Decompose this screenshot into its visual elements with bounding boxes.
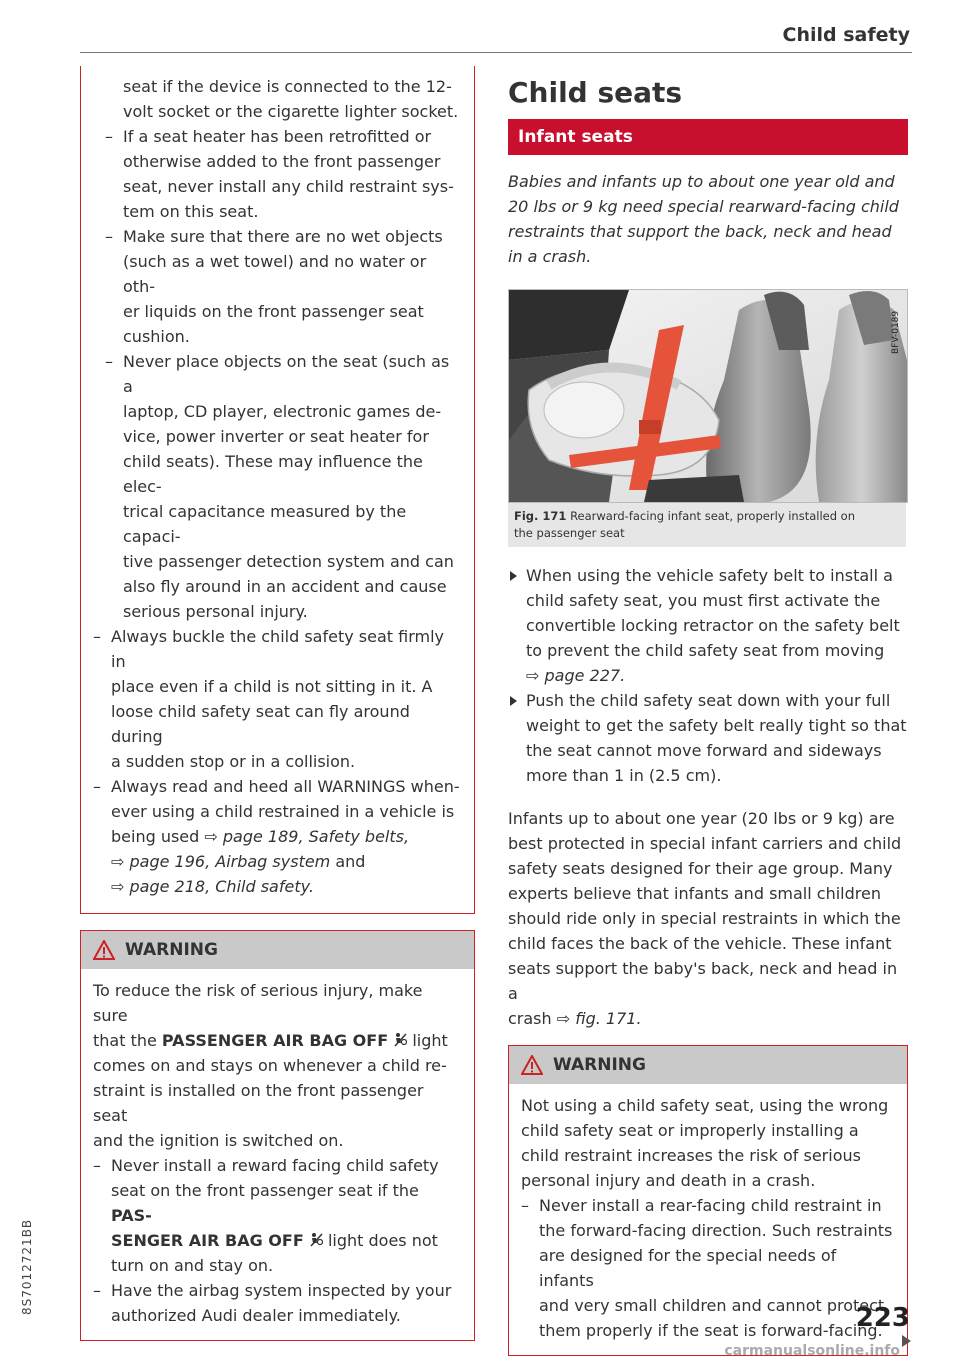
warning-header — [81, 931, 474, 969]
warning-body: Not using a child safety seat, using the wrong child safety seat or improperly installing a child restraint increases the risk of serious personal injury and death in a crash. – Never install a rear-facing child restraint in the forward-facing direction. Such restraints are designed for the special needs of infants and very small children and cannot protect them properly if the seat is forward-facing. — [509, 1084, 907, 1355]
warning-header — [509, 1046, 907, 1084]
list-item: – Never place objects on the seat (such as a laptop, CD player, electronic games de- vice, power inverter or seat heater for child seats). These may influence the elec- trical capacitance measured by the capaci- tive passenger detection system and can also fly around in an accident and cause serious personal injury. — [105, 352, 454, 621]
warning-bullet: – Have the airbag system inspected by your authorized Audi dealer immediately. — [93, 1281, 452, 1325]
warning-triangle-icon — [93, 940, 115, 960]
continued-notice-box — [80, 66, 475, 914]
cont-line: volt socket or the cigarette lighter socket. — [123, 102, 459, 121]
step-item: When using the vehicle safety belt to install a child safety seat, you must first activate the convertible locking retractor on the safety belt to prevent the child safety seat from moving ⇨ page 227. — [508, 563, 908, 688]
right-column — [508, 70, 908, 1356]
page-number: 223 — [855, 1303, 910, 1333]
page-ref-link[interactable]: ⇨ page 218, Child safety. — [111, 877, 314, 896]
figure-caption: Fig. 171 Rearward-facing infant seat, properly installed on the passenger seat — [508, 503, 906, 547]
step-item: Push the child safety seat down with your full weight to get the safety belt really tight so that the seat cannot move forward and sideways more than 1 in (2.5 cm). — [508, 688, 908, 788]
steps-list — [508, 563, 908, 788]
page-ref-link[interactable]: ⇨ page 196, Airbag system — [111, 852, 331, 871]
passenger-airbag-off-icon — [309, 1232, 323, 1248]
watermark: carmanualsonline.info — [724, 1343, 900, 1359]
list-item: – Always buckle the child safety seat firmly in place even if a child is not sitting in it. A loose child safety seat can fly around during a sudden stop or in a collision. — [93, 627, 444, 771]
intro-text: Babies and infants up to about one year old and 20 lbs or 9 kg need special rearward-facing child restraints that support the back, neck and head in a crash. — [508, 172, 899, 266]
continue-arrow-icon — [902, 1335, 911, 1347]
infant-seat-illustration — [509, 290, 907, 502]
warning-triangle-icon — [521, 1055, 543, 1075]
document-code: 8S7012721BB — [20, 1218, 34, 1315]
section-title: Child safety — [782, 24, 910, 46]
warning-bullet: – Never install a reward facing child safety seat on the front passenger seat if the PAS- SENGER AIR BAG OFF light does not turn on and stay on. — [93, 1156, 439, 1275]
figure-code: BFV-0189 — [891, 310, 901, 354]
header-rule — [80, 52, 912, 53]
warning-body: To reduce the risk of serious injury, make sure that the PASSENGER AIR BAG OFF light comes on and stays on whenever a child re- straint is installed on the front passenger seat and the ignition is switched on. – Never install a reward facing child safety seat on the front passenger seat if the PAS- SENGER AIR BAG OFF light does not turn on and stay on. – Have the airbag system inspected by your authorized Audi dealer immediately. — [81, 969, 474, 1340]
figure-ref-link[interactable]: ⇨ fig. 171. — [556, 1009, 642, 1028]
warning-box — [80, 930, 475, 1341]
left-column — [80, 66, 475, 1341]
page-ref-link[interactable]: ⇨ page 227. — [526, 666, 626, 685]
passenger-airbag-off-icon — [393, 1032, 407, 1048]
list-item: – Make sure that there are no wet objects (such as a wet towel) and no water or oth- er liquids on the front passenger seat cushion. — [105, 227, 443, 346]
warning-label: WARNING — [125, 940, 218, 960]
cont-line: seat if the device is connected to the 12- — [123, 77, 452, 96]
list-item: – If a seat heater has been retrofitted or otherwise added to the front passenger seat, never install any child restraint sys- tem on this seat. — [105, 127, 454, 221]
body-paragraph: Infants up to about one year (20 lbs or 9 kg) are best protected in special infant carriers and child safety seats designed for their age group. Many experts believe that infants and small children should ride only in special restraints in which the child faces the back of the vehicle. These infant seats support the baby's back, neck and head in a crash ⇨ fig. 171. — [508, 809, 902, 1028]
infant-seat-figure — [508, 289, 908, 503]
subsection-heading: Infant seats — [508, 119, 908, 155]
warning-bullet: – Never install a rear-facing child restraint in the forward-facing direction. Such restraints are designed for the special needs of infants and very small children and cannot protect them properly if the seat is forward-facing. — [521, 1196, 893, 1340]
warning-label: WARNING — [553, 1055, 646, 1075]
warning-box — [508, 1045, 908, 1356]
list-item: – Always read and heed all WARNINGS when- ever using a child restrained in a vehicle is being used ⇨ page 189, Safety belts, ⇨ page 196, Airbag system and ⇨ page 218, Child safety. — [93, 777, 460, 896]
page-title: Child seats — [508, 76, 683, 109]
page-ref-link[interactable]: ⇨ page 189, Safety belts, — [204, 827, 410, 846]
